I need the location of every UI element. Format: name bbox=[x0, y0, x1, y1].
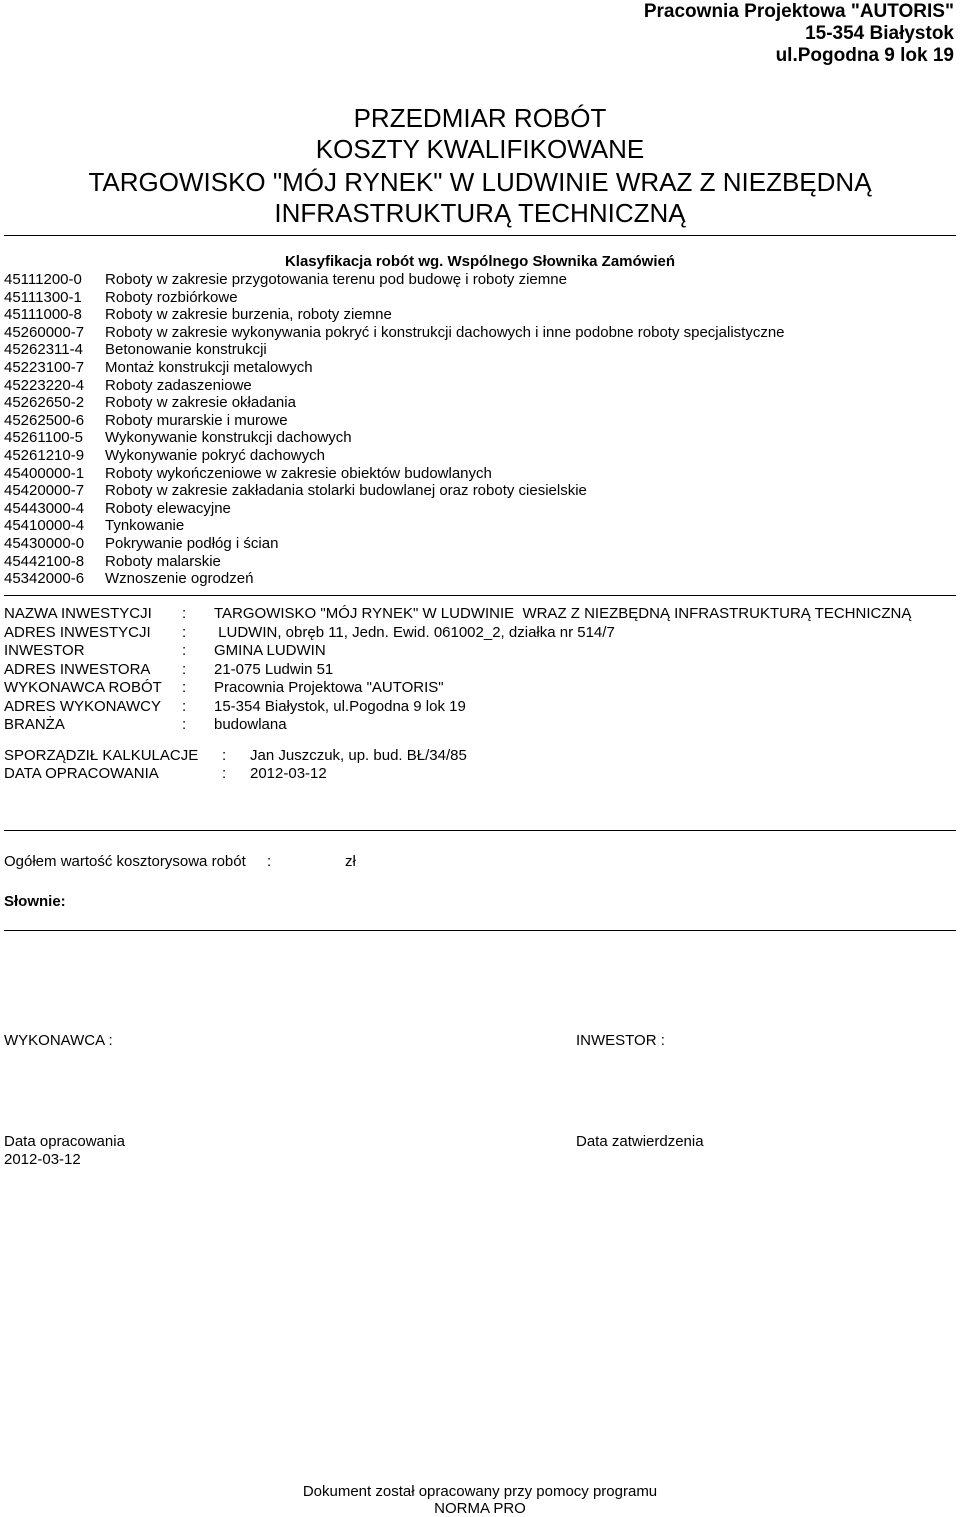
cpv-code: 45262650-2 bbox=[4, 394, 85, 412]
info-value: LUDWIN, obręb 11, Jedn. Ewid. 061002_2, działka nr 514/7 bbox=[214, 623, 615, 641]
cpv-code: 45223100-7 bbox=[4, 359, 85, 376]
project-title-line1: TARGOWISKO "MÓJ RYNEK" W LUDWINIE WRAZ Z NIEZBĘDNĄ bbox=[88, 167, 872, 197]
approval-date-label: Data zatwierdzenia bbox=[576, 1133, 704, 1150]
cpv-description: Roboty elewacyjne bbox=[105, 499, 231, 517]
info-label: ADRES WYKONAWCY bbox=[4, 697, 161, 715]
info-row bbox=[4, 716, 287, 733]
cpv-description: Roboty malarskie bbox=[105, 552, 221, 570]
cpv-row bbox=[4, 517, 184, 534]
cpv-row bbox=[4, 482, 587, 499]
info-label: NAZWA INWESTYCJI bbox=[4, 605, 152, 622]
info-label: ADRES INWESTYCJI bbox=[4, 623, 151, 641]
info-row bbox=[4, 624, 615, 641]
info-value: Pracownia Projektowa "AUTORIS" bbox=[214, 679, 444, 696]
date-sep: : bbox=[222, 765, 227, 782]
info-value: TARGOWISKO "MÓJ RYNEK" W LUDWINIE WRAZ Z NIEZBĘDNĄ INFRASTRUKTURĄ TECHNICZNĄ bbox=[214, 605, 912, 622]
cpv-row bbox=[4, 394, 296, 411]
total-sep: : bbox=[267, 853, 272, 870]
info-label: BRANŻA bbox=[4, 716, 65, 733]
cpv-code: 45262311-4 bbox=[4, 341, 83, 359]
divider bbox=[4, 235, 956, 236]
cpv-description: Montaż konstrukcji metalowych bbox=[105, 359, 313, 376]
total-label: Ogółem wartość kosztorysowa robót bbox=[4, 853, 246, 870]
info-row bbox=[4, 642, 326, 659]
cpv-description: Roboty w zakresie zakładania stolarki budowlanej oraz roboty ciesielskie bbox=[105, 482, 587, 500]
cpv-code: 45262500-6 bbox=[4, 411, 85, 429]
footer-line2: NORMA PRO bbox=[434, 1500, 526, 1517]
info-row bbox=[4, 698, 466, 715]
cpv-row bbox=[4, 289, 238, 306]
info-value: GMINA LUDWIN bbox=[214, 642, 326, 659]
divider bbox=[4, 930, 956, 931]
cpv-description: Roboty rozbiórkowe bbox=[105, 288, 238, 306]
divider bbox=[4, 595, 956, 596]
cpv-description: Roboty zadaszeniowe bbox=[105, 376, 252, 394]
cpv-row bbox=[4, 341, 267, 358]
cpv-code: 45111000-8 bbox=[4, 306, 82, 324]
cpv-code: 45111300-1 bbox=[4, 288, 82, 306]
total-currency: zł bbox=[345, 853, 356, 870]
cpv-code: 45442100-8 bbox=[4, 552, 85, 570]
info-sep: : bbox=[182, 605, 187, 622]
cpv-description: Tynkowanie bbox=[105, 517, 185, 535]
info-sep: : bbox=[182, 623, 187, 641]
cpv-row bbox=[4, 553, 221, 570]
cpv-description: Roboty w zakresie wykonywania pokryć i konstrukcji dachowych i inne podobne roboty specjalistyczne bbox=[105, 323, 785, 341]
cpv-row bbox=[4, 429, 352, 446]
cpv-row bbox=[4, 359, 313, 376]
total-row bbox=[4, 853, 356, 870]
cpv-row bbox=[4, 500, 231, 517]
company-name: Pracownia Projektowa "AUTORIS" bbox=[643, 1, 954, 22]
cpv-row bbox=[4, 271, 567, 288]
cpv-row bbox=[4, 306, 392, 323]
cpv-row bbox=[4, 412, 288, 429]
cpv-description: Wznoszenie ogrodzeń bbox=[105, 570, 254, 588]
date-value: 2012-03-12 bbox=[250, 765, 327, 782]
cpv-row bbox=[4, 377, 252, 394]
cpv-code: 45342000-6 bbox=[4, 570, 85, 588]
cpv-row bbox=[4, 324, 785, 341]
info-label: WYKONAWCA ROBÓT bbox=[4, 679, 162, 696]
contractor-signature-label: WYKONAWCA : bbox=[4, 1032, 113, 1049]
info-value: budowlana bbox=[214, 716, 287, 733]
prep-date-label: Data opracowania bbox=[4, 1133, 125, 1150]
info-row bbox=[4, 605, 911, 622]
cpv-code: 45111200-0 bbox=[4, 271, 82, 288]
info-row bbox=[4, 679, 444, 696]
investor-signature-label: INWESTOR : bbox=[576, 1032, 665, 1049]
cpv-code: 45260000-7 bbox=[4, 323, 85, 341]
info-sep: : bbox=[182, 660, 187, 678]
footer-line1: Dokument został opracowany przy pomocy programu bbox=[302, 1483, 658, 1500]
cpv-row bbox=[4, 570, 253, 587]
cpv-description: Pokrywanie podłóg i ścian bbox=[105, 535, 279, 552]
prep-date-value: 2012-03-12 bbox=[4, 1151, 81, 1168]
cpv-description: Betonowanie konstrukcji bbox=[105, 341, 267, 359]
cpv-row bbox=[4, 535, 278, 552]
company-street: ul.Pogodna 9 lok 19 bbox=[775, 45, 954, 66]
divider bbox=[4, 830, 956, 831]
document-title: PRZEDMIAR ROBÓT bbox=[353, 103, 607, 133]
cpv-code: 45223220-4 bbox=[4, 376, 85, 394]
info-sep: : bbox=[182, 642, 187, 659]
cpv-code: 45420000-7 bbox=[4, 482, 85, 500]
info-value: 15-354 Białystok, ul.Pogodna 9 lok 19 bbox=[214, 697, 466, 715]
cpv-row bbox=[4, 465, 492, 482]
cpv-row bbox=[4, 447, 325, 464]
cpv-code: 45443000-4 bbox=[4, 499, 85, 517]
prepared-by-row bbox=[4, 747, 467, 764]
cpv-description: Wykonywanie pokryć dachowych bbox=[105, 447, 325, 464]
cpv-description: Wykonywanie konstrukcji dachowych bbox=[105, 429, 352, 447]
date-label: DATA OPRACOWANIA bbox=[4, 765, 159, 782]
info-label: INWESTOR bbox=[4, 642, 85, 659]
info-row bbox=[4, 661, 333, 678]
cpv-code: 45261210-9 bbox=[4, 447, 85, 464]
date-row bbox=[4, 765, 327, 782]
info-sep: : bbox=[182, 679, 187, 696]
cpv-description: Roboty w zakresie burzenia, roboty ziemne bbox=[105, 306, 392, 324]
document-subtitle: KOSZTY KWALIFIKOWANE bbox=[315, 134, 645, 164]
info-sep: : bbox=[182, 697, 187, 715]
cpv-code: 45410000-4 bbox=[4, 517, 85, 535]
cpv-code: 45261100-5 bbox=[4, 429, 83, 447]
info-sep: : bbox=[182, 716, 187, 733]
cpv-description: Roboty w zakresie przygotowania terenu pod budowę i roboty ziemne bbox=[105, 271, 567, 288]
cpv-description: Roboty w zakresie okładania bbox=[105, 394, 296, 412]
slownie-label: Słownie: bbox=[4, 893, 66, 910]
prepared-by-value: Jan Juszczuk, up. bud. BŁ/34/85 bbox=[250, 747, 467, 764]
cpv-code: 45400000-1 bbox=[4, 464, 85, 482]
cpv-description: Roboty wykończeniowe w zakresie obiektów budowlanych bbox=[105, 464, 492, 482]
info-value: 21-075 Ludwin 51 bbox=[214, 660, 334, 678]
info-label: ADRES INWESTORA bbox=[4, 660, 151, 678]
prepared-by-sep: : bbox=[222, 747, 227, 764]
company-city: 15-354 Białystok bbox=[805, 23, 954, 44]
prepared-by-label: SPORZĄDZIŁ KALKULACJE bbox=[4, 747, 199, 764]
cpv-code: 45430000-0 bbox=[4, 535, 85, 552]
cpv-heading: Klasyfikacja robót wg. Wspólnego Słownika Zamówień bbox=[284, 253, 676, 270]
cpv-description: Roboty murarskie i murowe bbox=[105, 411, 288, 429]
project-title-line2: INFRASTRUKTURĄ TECHNICZNĄ bbox=[274, 198, 686, 228]
